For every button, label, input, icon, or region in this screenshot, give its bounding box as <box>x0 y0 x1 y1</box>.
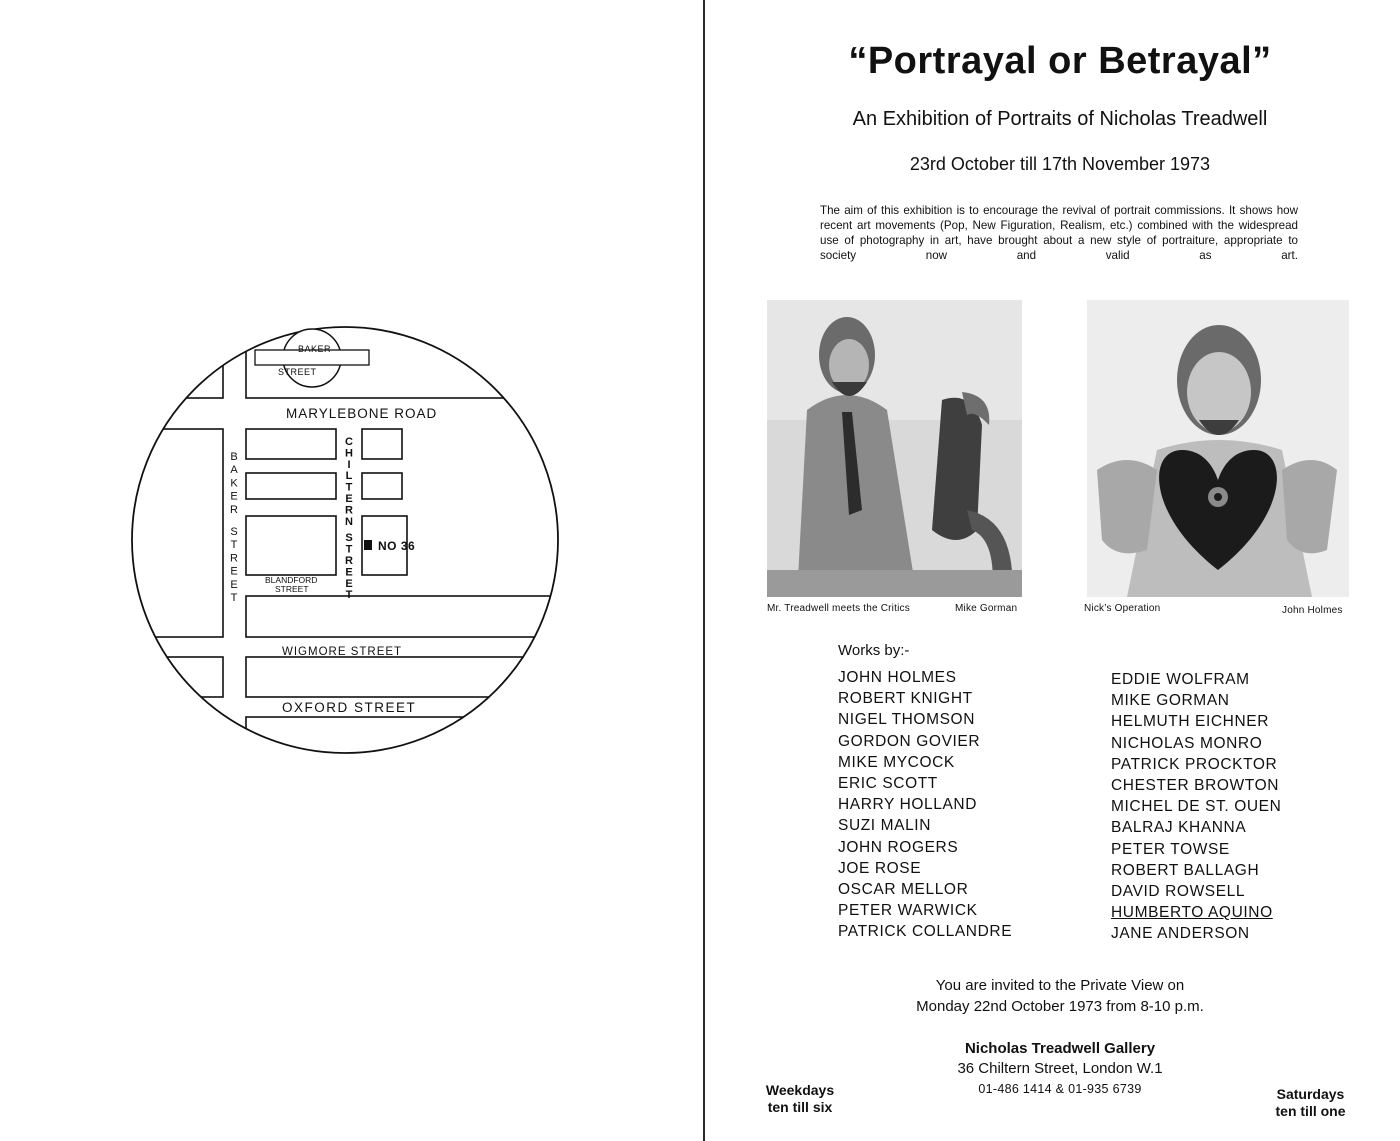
portrait-photo-critics <box>767 300 1022 597</box>
artist-name: SUZI MALIN <box>838 817 931 835</box>
artist-name: PATRICK PROCKTOR <box>1111 755 1278 773</box>
artist-name: NICHOLAS MONRO <box>1111 734 1263 752</box>
gallery-phone: 01-486 1414 & 01-935 6739 <box>978 1082 1142 1096</box>
gallery-name: Nicholas Treadwell Gallery <box>964 1040 1156 1057</box>
weekday-hours <box>755 1082 845 1116</box>
block-e1 <box>362 429 402 459</box>
map-letter: L <box>345 470 353 483</box>
artist-name: NIGEL THOMSON <box>838 711 975 729</box>
artist-name: HARRY HOLLAND <box>838 796 978 814</box>
page-title: “Portrayal or Betrayal” <box>848 40 1272 82</box>
map-letter: R <box>230 552 238 565</box>
photo-caption-operation: Nick’s Operation <box>1084 603 1161 614</box>
portrait-photo-operation <box>1087 300 1349 597</box>
artist-name: OSCAR MELLOR <box>838 880 969 898</box>
artist-name: HELMUTH EICHNER <box>1111 713 1269 731</box>
block-w <box>130 429 223 637</box>
location-map <box>130 325 560 755</box>
artist-name: ERIC SCOTT <box>838 774 938 792</box>
private-view-invitation <box>720 975 1400 1017</box>
artist-name: DAVID ROWSELL <box>1111 882 1246 900</box>
map-letter: T <box>230 592 238 604</box>
page-subtitle: An Exhibition of Portraits of Nicholas Treadwell <box>852 108 1268 130</box>
map-letter: R <box>345 555 353 567</box>
map-label-chiltern-street <box>345 436 353 601</box>
block-nw <box>130 325 223 398</box>
map-label-blandford-1: BLANDFORD <box>265 575 318 585</box>
artist-name: HUMBERTO AQUINO <box>1111 904 1273 922</box>
gallery-address: 36 Chiltern Street, London W.1 <box>957 1060 1163 1077</box>
map-letter: R <box>230 503 238 516</box>
block-e2 <box>362 473 402 499</box>
map-letter: C <box>345 436 353 448</box>
map-letter: T <box>345 589 353 602</box>
map-letter: I <box>347 458 351 471</box>
map-letter: E <box>230 490 238 503</box>
artist-name: JOE ROSE <box>838 859 922 877</box>
map-letter: E <box>345 566 353 579</box>
block-c1 <box>246 429 336 459</box>
artist-name: PETER TOWSE <box>1111 840 1230 858</box>
map-label-blandford-2: STREET <box>275 584 309 594</box>
artist-list-left <box>838 667 1012 942</box>
saturdays-time: ten till one <box>1275 1103 1346 1119</box>
invitation-line-2: Monday 22nd October 1973 from 8-10 p.m. <box>916 998 1204 1015</box>
underground-roundel-icon <box>255 329 369 387</box>
artist-name: JOHN ROGERS <box>838 838 959 856</box>
map-label-baker-street <box>230 451 238 604</box>
artist-name: JOHN HOLMES <box>838 669 957 686</box>
map-label-oxford-street: OXFORD STREET <box>282 700 417 715</box>
map-letter: R <box>345 504 353 517</box>
block-c3 <box>246 516 336 575</box>
page-fold <box>703 0 705 1141</box>
works-by-label: Works by:- <box>838 642 910 659</box>
block-sw2 <box>130 657 223 697</box>
artist-name: MIKE GORMAN <box>1111 692 1230 710</box>
invitation-line-1: You are invited to the Private View on <box>935 977 1185 994</box>
map-letter: H <box>345 447 353 460</box>
map-letter: E <box>345 577 353 590</box>
map-letter: A <box>230 464 238 477</box>
artist-name: BALRAJ KHANNA <box>1111 819 1247 837</box>
block-s3 <box>246 717 560 755</box>
map-letter: E <box>230 578 238 591</box>
block-sw3 <box>130 717 223 755</box>
artist-name: CHESTER BROWTON <box>1111 776 1280 794</box>
map-label-no36: NO 36 <box>378 539 416 553</box>
map-letter: T <box>345 481 353 494</box>
map-label-wigmore-street: WIGMORE STREET <box>282 646 403 658</box>
map-letter: S <box>345 532 353 545</box>
artist-name: PATRICK COLLANDRE <box>838 923 1013 941</box>
weekdays-time: ten till six <box>767 1099 833 1115</box>
map-label-marylebone-road: MARYLEBONE ROAD <box>286 406 438 421</box>
photo-caption-critics: Mr. Treadwell meets the Critics <box>767 603 910 614</box>
aim-paragraph: The aim of this exhibition is to encourage the revival of portrait commissions. It shows how recent art movements (Pop, New Figuration, Realism, etc.) combined with the widespread use of photography in art, have brought about a new style of portraiture, appropriate to society now and valid as art. <box>820 204 1298 262</box>
photo-artist-operation: John Holmes <box>1282 605 1343 616</box>
saturday-hours <box>1263 1086 1358 1120</box>
artist-name: MICHEL DE ST. OUEN <box>1111 798 1282 816</box>
artist-name: GORDON GOVIER <box>838 732 981 750</box>
artist-list-right <box>1111 669 1281 944</box>
photo-artist-critics: Mike Gorman <box>955 603 1018 614</box>
artist-name: PETER WARWICK <box>838 902 978 920</box>
block-s <box>246 596 560 637</box>
map-station-label-1: BAKER <box>298 344 332 354</box>
artist-name: MIKE MYCOCK <box>838 753 955 771</box>
artist-name: ROBERT KNIGHT <box>838 690 973 708</box>
block-c2 <box>246 473 336 499</box>
exhibition-dates: 23rd October till 17th November 1973 <box>909 154 1211 174</box>
map-letter: E <box>230 565 238 578</box>
no36-marker-icon <box>364 540 372 550</box>
saturdays-label: Saturdays <box>1276 1086 1345 1102</box>
artist-name: EDDIE WOLFRAM <box>1111 671 1250 688</box>
map-letter: T <box>230 539 238 552</box>
weekdays-label: Weekdays <box>765 1082 835 1098</box>
map-letter: B <box>230 451 238 463</box>
map-letter: E <box>345 493 353 505</box>
map-letter: K <box>230 477 238 490</box>
artist-name: ROBERT BALLAGH <box>1111 861 1260 879</box>
map-letter: T <box>345 543 353 556</box>
block-s2 <box>246 657 560 697</box>
map-station-label-2: STREET <box>278 367 317 377</box>
artist-name: JANE ANDERSON <box>1111 925 1250 943</box>
map-letter: N <box>345 515 353 528</box>
map-letter: S <box>230 526 238 538</box>
